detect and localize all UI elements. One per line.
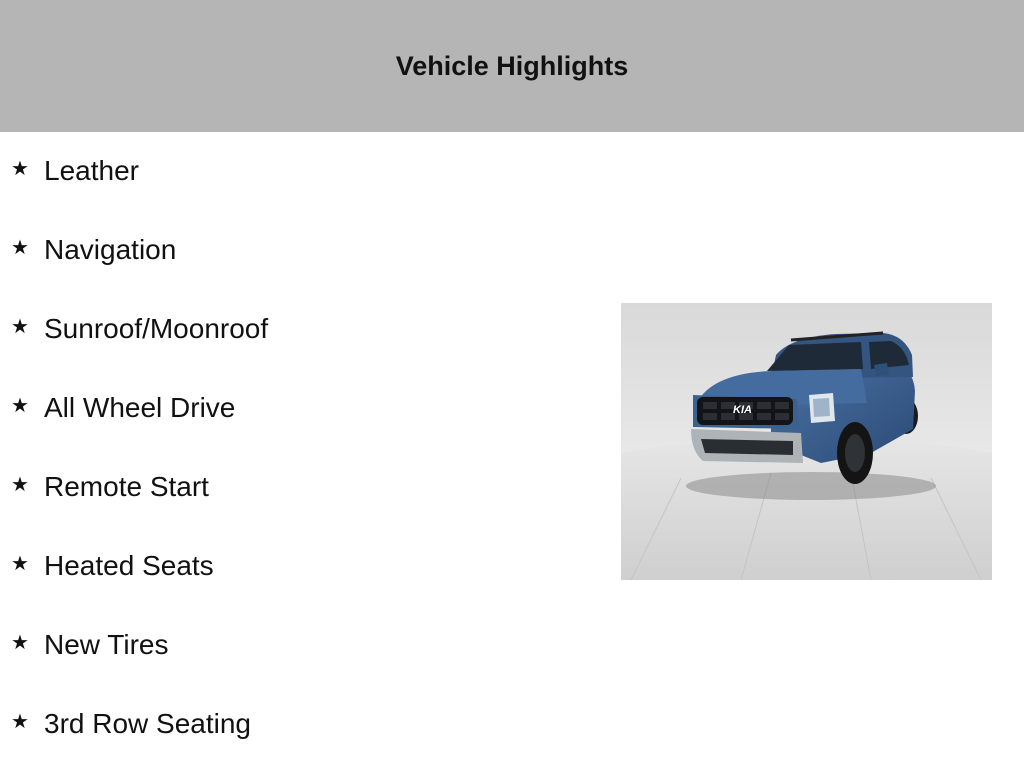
- feature-item: [0, 211, 600, 290]
- highlights-header: [0, 0, 1024, 132]
- kia-badge: KIA: [733, 404, 752, 416]
- feature-label: Sunroof/Moonroof: [44, 313, 269, 344]
- feature-label: Heated Seats: [44, 550, 214, 581]
- star-icon: ★: [11, 393, 29, 417]
- star-icon: ★: [11, 472, 29, 496]
- feature-label: Remote Start: [44, 471, 209, 502]
- feature-item: [0, 606, 600, 685]
- vehicle-photo-illustration: [621, 303, 992, 580]
- star-icon: ★: [11, 630, 29, 654]
- feature-item: [0, 685, 600, 764]
- feature-label: Leather: [44, 155, 139, 186]
- feature-list: [0, 132, 600, 764]
- feature-label: All Wheel Drive: [44, 392, 236, 423]
- feature-item: [0, 132, 600, 211]
- star-icon: ★: [11, 156, 29, 180]
- feature-item: [0, 527, 600, 606]
- feature-label: Navigation: [44, 234, 177, 265]
- feature-label: New Tires: [44, 629, 169, 660]
- star-icon: ★: [11, 235, 29, 259]
- feature-item: [0, 369, 600, 448]
- star-icon: ★: [11, 709, 29, 733]
- star-icon: ★: [11, 551, 29, 575]
- vehicle-photo: [621, 303, 992, 580]
- feature-item: [0, 290, 600, 369]
- feature-label: 3rd Row Seating: [44, 708, 252, 739]
- star-icon: ★: [11, 314, 29, 338]
- page-title: Vehicle Highlights: [395, 51, 629, 81]
- feature-item: [0, 448, 600, 527]
